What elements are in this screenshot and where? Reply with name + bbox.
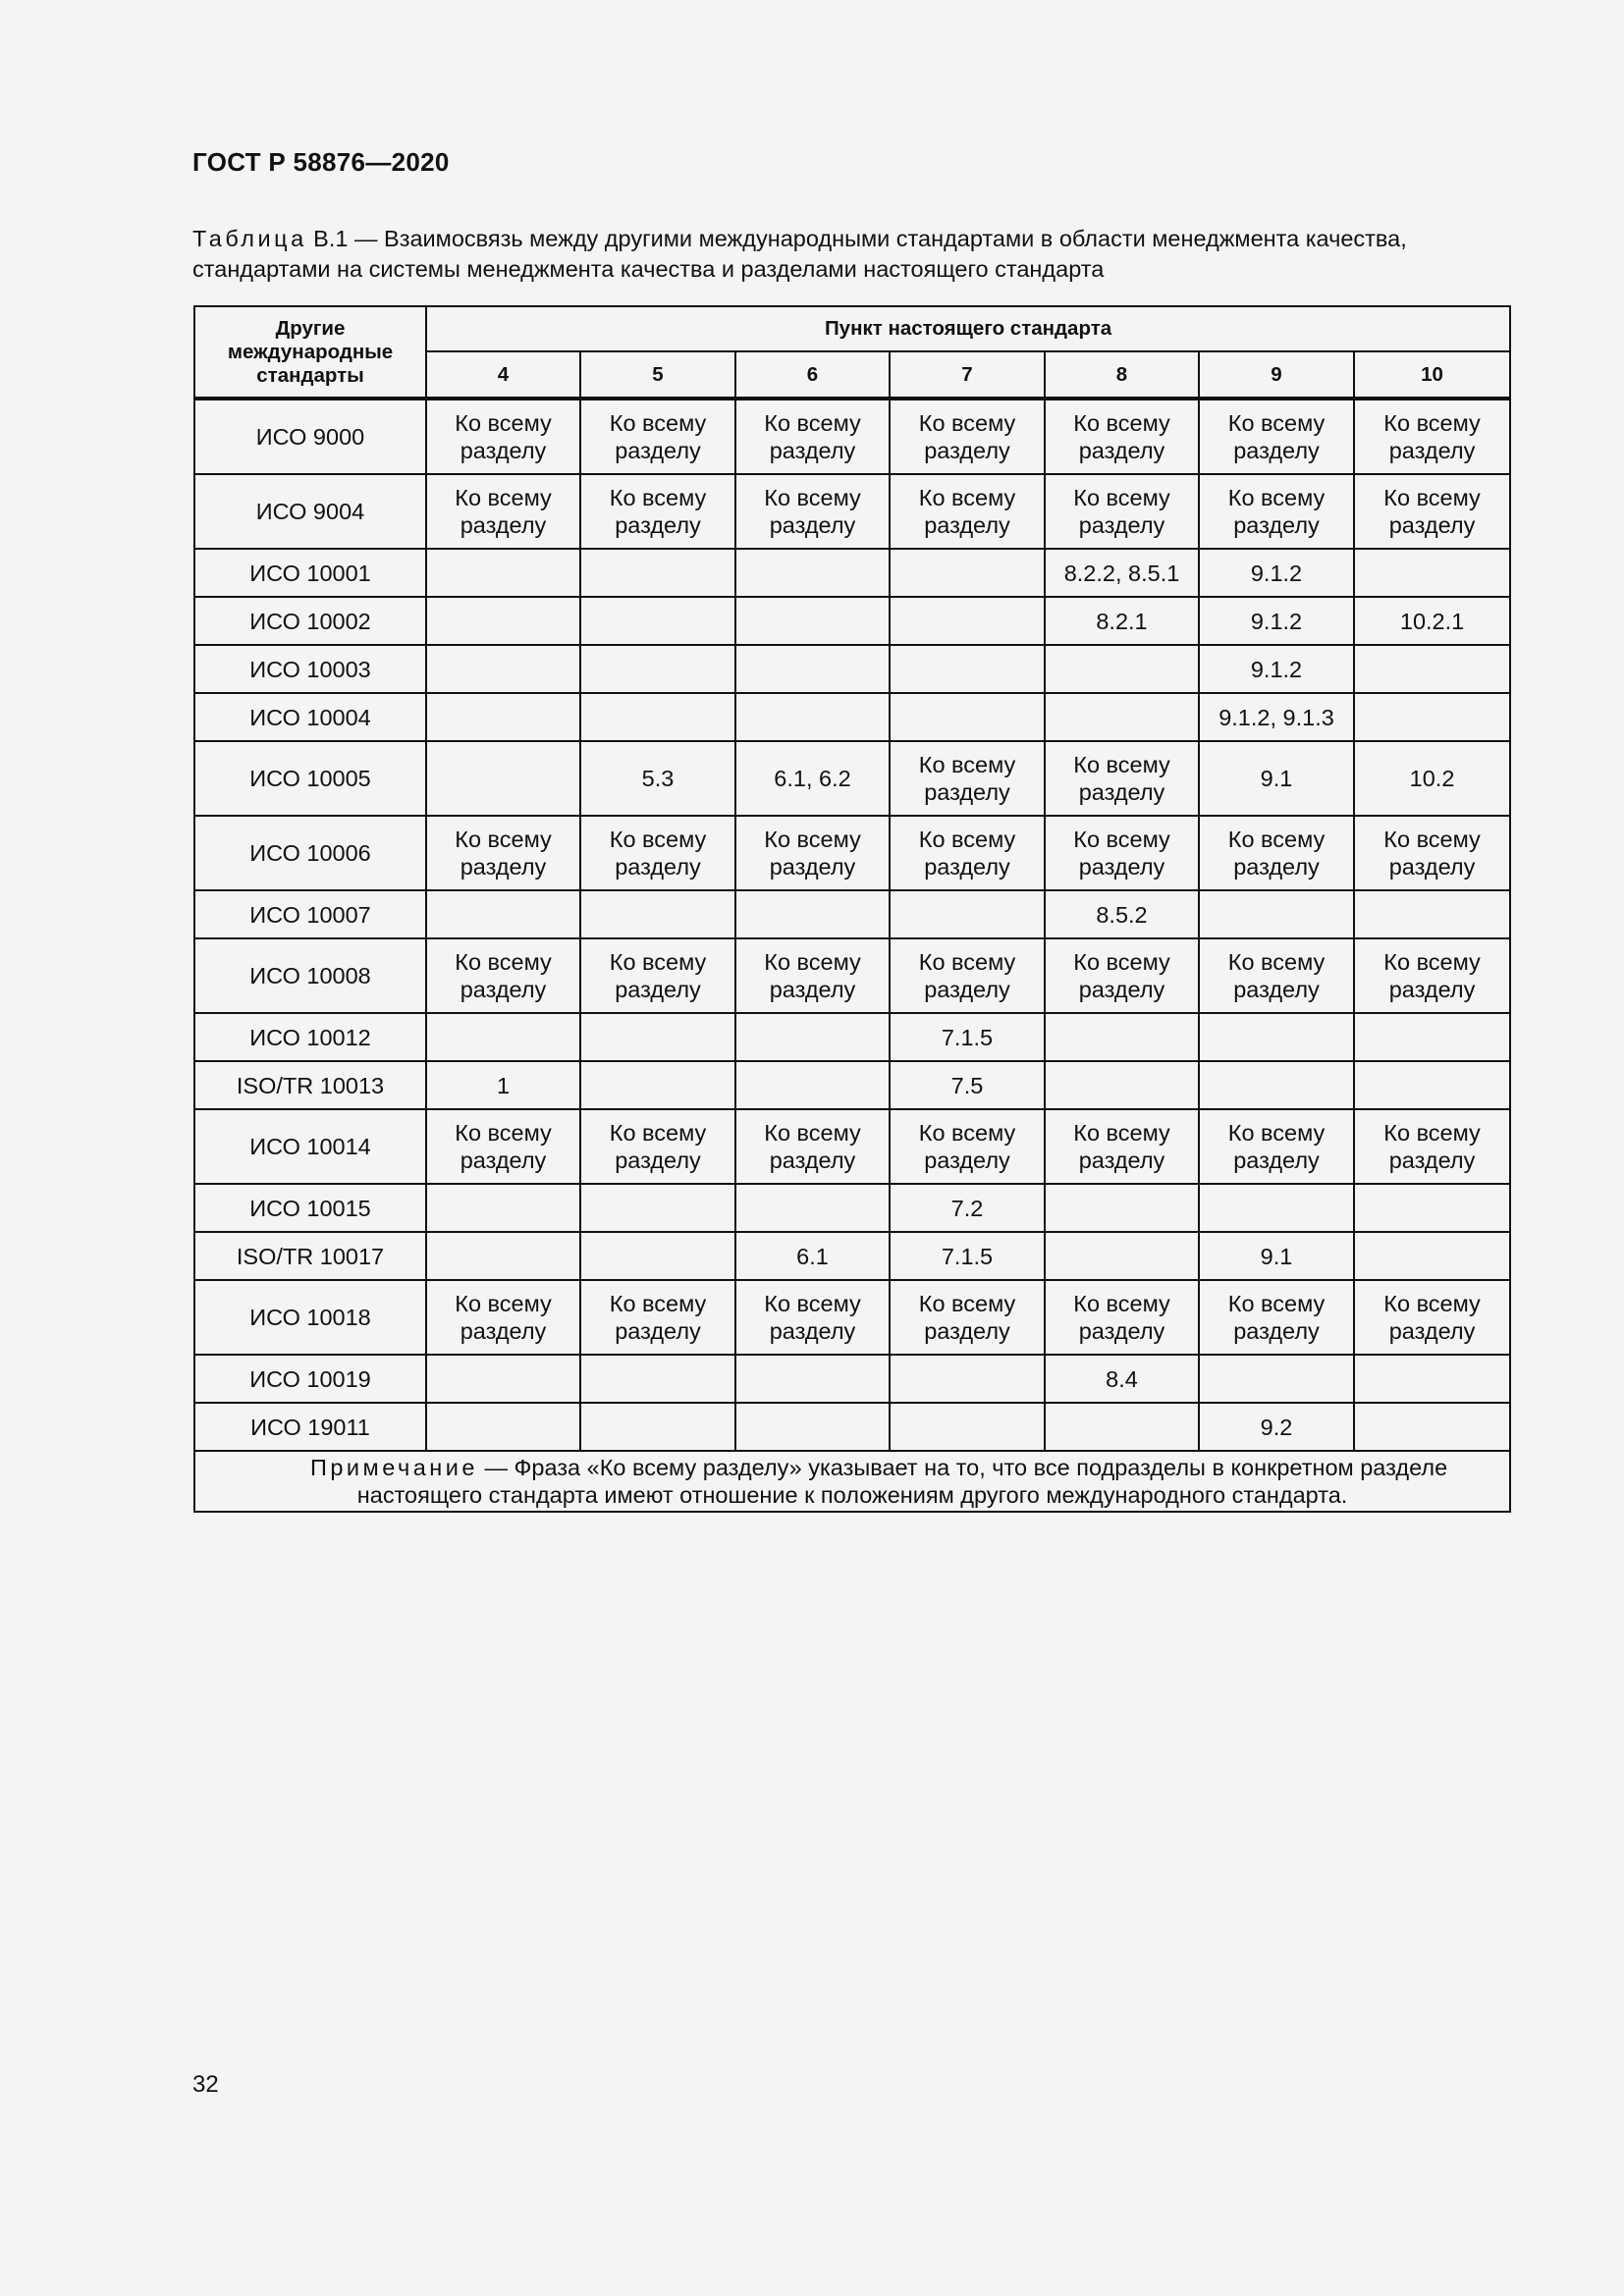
clause-cell: 9.1	[1199, 1232, 1354, 1280]
clause-cell: Ко всему разделу	[426, 1109, 580, 1184]
clause-cell: Ко всему разделу	[1354, 399, 1510, 474]
clause-cell: 8.2.1	[1045, 597, 1199, 645]
standard-cell: ISO/TR 10017	[194, 1232, 426, 1280]
clause-cell: Ко всему разделу	[1045, 938, 1199, 1013]
clause-cell	[1045, 1403, 1199, 1451]
clause-cell: Ко всему разделу	[426, 474, 580, 549]
clause-cell: Ко всему разделу	[1354, 816, 1510, 890]
clause-cell: Ко всему разделу	[890, 1109, 1045, 1184]
clause-cell: 6.1, 6.2	[735, 741, 890, 816]
clause-cell	[1045, 1061, 1199, 1109]
clause-cell: 9.1	[1199, 741, 1354, 816]
clause-cell: Ко всему разделу	[1045, 816, 1199, 890]
table-row	[194, 1232, 1510, 1280]
clause-cell: 1	[426, 1061, 580, 1109]
clause-cell	[1199, 1061, 1354, 1109]
clause-cell: 5.3	[580, 741, 735, 816]
clause-cell: 7.5	[890, 1061, 1045, 1109]
clause-cell	[1354, 1013, 1510, 1061]
table-row	[194, 597, 1510, 645]
clause-cell	[426, 1013, 580, 1061]
clause-cell	[1354, 645, 1510, 693]
clause-cell	[1045, 645, 1199, 693]
clause-cell	[1354, 1403, 1510, 1451]
clause-cell	[890, 597, 1045, 645]
standard-cell: ИСО 10015	[194, 1184, 426, 1232]
table-row	[194, 816, 1510, 890]
standard-cell: ИСО 9004	[194, 474, 426, 549]
clause-cell: 10.2.1	[1354, 597, 1510, 645]
clause-cell	[426, 1232, 580, 1280]
column-header-standards: Другие международные стандарты	[194, 306, 426, 399]
clause-cell: 9.1.2	[1199, 597, 1354, 645]
column-header-clause: 8	[1045, 351, 1199, 399]
clause-cell	[1045, 1232, 1199, 1280]
standard-cell: ИСО 10007	[194, 890, 426, 938]
clause-cell	[890, 693, 1045, 741]
clause-cell: Ко всему разделу	[1199, 1109, 1354, 1184]
clause-cell	[426, 1184, 580, 1232]
standard-cell: ИСО 10001	[194, 549, 426, 597]
clause-cell: Ко всему разделу	[1354, 474, 1510, 549]
clause-cell	[580, 645, 735, 693]
standard-cell: ИСО 10019	[194, 1355, 426, 1403]
column-header-clause: 6	[735, 351, 890, 399]
clause-cell	[580, 1403, 735, 1451]
clause-cell	[426, 645, 580, 693]
clause-cell: Ко всему разделу	[890, 938, 1045, 1013]
clause-cell	[735, 1013, 890, 1061]
clause-cell	[1354, 549, 1510, 597]
clause-cell: Ко всему разделу	[1354, 1109, 1510, 1184]
table-row	[194, 1109, 1510, 1184]
clause-cell	[890, 645, 1045, 693]
clause-cell: 10.2	[1354, 741, 1510, 816]
clause-cell	[890, 549, 1045, 597]
clause-cell	[1199, 890, 1354, 938]
clause-cell	[735, 1403, 890, 1451]
table-row	[194, 1184, 1510, 1232]
column-header-clause: 5	[580, 351, 735, 399]
table-row	[194, 741, 1510, 816]
table-row	[194, 1280, 1510, 1355]
clause-cell: 7.1.5	[890, 1013, 1045, 1061]
clause-cell: Ко всему разделу	[890, 1280, 1045, 1355]
clause-cell	[1045, 1184, 1199, 1232]
note-text: — Фраза «Ко всему разделу» указывает на то, что все подразделы в конкретном разделе настоящего стандарта имеют отношение к положениям другого международного стандарта.	[356, 1455, 1448, 1508]
clause-cell: Ко всему разделу	[580, 399, 735, 474]
clause-cell	[735, 1184, 890, 1232]
standard-cell: ISO/TR 10013	[194, 1061, 426, 1109]
clause-cell	[426, 549, 580, 597]
column-header-clause: 10	[1354, 351, 1510, 399]
clause-cell	[426, 890, 580, 938]
clause-cell: Ко всему разделу	[580, 1280, 735, 1355]
clause-cell: 9.2	[1199, 1403, 1354, 1451]
table-row	[194, 1355, 1510, 1403]
clause-cell: 8.2.2, 8.5.1	[1045, 549, 1199, 597]
clause-cell: Ко всему разделу	[1199, 938, 1354, 1013]
column-header-clause: 4	[426, 351, 580, 399]
clause-cell: Ко всему разделу	[735, 938, 890, 1013]
clause-cell: 7.2	[890, 1184, 1045, 1232]
clause-cell: Ко всему разделу	[890, 816, 1045, 890]
clause-cell	[1354, 1232, 1510, 1280]
clause-cell	[735, 549, 890, 597]
clause-cell	[1199, 1184, 1354, 1232]
clause-cell	[1354, 1355, 1510, 1403]
clause-cell: 8.5.2	[1045, 890, 1199, 938]
page-number: 32	[192, 2071, 219, 2098]
clause-cell	[1354, 1184, 1510, 1232]
table-caption	[192, 224, 1508, 285]
clause-cell	[1045, 693, 1199, 741]
clause-cell	[1045, 1013, 1199, 1061]
clause-cell	[890, 1403, 1045, 1451]
table-row	[194, 693, 1510, 741]
document-header: ГОСТ Р 58876—2020	[192, 147, 450, 177]
clause-cell: Ко всему разделу	[1045, 399, 1199, 474]
clause-cell	[580, 1013, 735, 1061]
standard-cell: ИСО 19011	[194, 1403, 426, 1451]
clause-cell	[580, 549, 735, 597]
column-group-header: Пункт настоящего стандарта	[426, 306, 1510, 351]
clause-cell	[580, 693, 735, 741]
standard-cell: ИСО 10003	[194, 645, 426, 693]
clause-cell	[1199, 1355, 1354, 1403]
standard-cell: ИСО 10014	[194, 1109, 426, 1184]
clause-cell: Ко всему разделу	[580, 816, 735, 890]
clause-cell: Ко всему разделу	[1354, 1280, 1510, 1355]
clause-cell: Ко всему разделу	[1199, 1280, 1354, 1355]
table-row	[194, 1061, 1510, 1109]
clause-cell	[890, 1355, 1045, 1403]
clause-cell	[1354, 1061, 1510, 1109]
clause-cell: Ко всему разделу	[1045, 1280, 1199, 1355]
table-row	[194, 1403, 1510, 1451]
clause-cell: Ко всему разделу	[580, 474, 735, 549]
clause-cell: 9.1.2, 9.1.3	[1199, 693, 1354, 741]
clause-cell: Ко всему разделу	[735, 474, 890, 549]
note-label: Примечание	[309, 1455, 478, 1480]
table-row	[194, 645, 1510, 693]
standard-cell: ИСО 10002	[194, 597, 426, 645]
column-header-clause: 9	[1199, 351, 1354, 399]
column-header-clause: 7	[890, 351, 1045, 399]
clause-cell: Ко всему разделу	[890, 474, 1045, 549]
clause-cell	[735, 890, 890, 938]
clause-cell: Ко всему разделу	[735, 399, 890, 474]
clause-cell	[1354, 890, 1510, 938]
standard-cell: ИСО 10008	[194, 938, 426, 1013]
clause-cell	[890, 890, 1045, 938]
clause-cell: Ко всему разделу	[735, 1280, 890, 1355]
clause-cell: Ко всему разделу	[580, 1109, 735, 1184]
standard-cell: ИСО 10005	[194, 741, 426, 816]
table-row	[194, 890, 1510, 938]
clause-cell	[1354, 693, 1510, 741]
clause-cell: Ко всему разделу	[890, 741, 1045, 816]
clause-cell: 6.1	[735, 1232, 890, 1280]
standard-cell: ИСО 10012	[194, 1013, 426, 1061]
clause-cell	[735, 693, 890, 741]
clause-cell	[580, 1184, 735, 1232]
table-row	[194, 938, 1510, 1013]
clause-cell	[580, 890, 735, 938]
table-row	[194, 1013, 1510, 1061]
clause-cell: 9.1.2	[1199, 549, 1354, 597]
clause-cell: 7.1.5	[890, 1232, 1045, 1280]
clause-cell: Ко всему разделу	[426, 1280, 580, 1355]
clause-cell: 8.4	[1045, 1355, 1199, 1403]
correlation-table	[193, 305, 1511, 1513]
clause-cell	[580, 1232, 735, 1280]
clause-cell: Ко всему разделу	[1045, 741, 1199, 816]
clause-cell	[580, 1061, 735, 1109]
clause-cell: Ко всему разделу	[1045, 474, 1199, 549]
clause-cell: Ко всему разделу	[735, 1109, 890, 1184]
table-note	[194, 1451, 1510, 1512]
clause-cell: Ко всему разделу	[1199, 474, 1354, 549]
clause-cell: 9.1.2	[1199, 645, 1354, 693]
table-row	[194, 474, 1510, 549]
clause-cell: Ко всему разделу	[426, 399, 580, 474]
clause-cell	[735, 645, 890, 693]
clause-cell	[1199, 1013, 1354, 1061]
table-row	[194, 399, 1510, 474]
clause-cell: Ко всему разделу	[1199, 399, 1354, 474]
clause-cell	[735, 1355, 890, 1403]
clause-cell: Ко всему разделу	[735, 816, 890, 890]
standard-cell: ИСО 9000	[194, 399, 426, 474]
clause-cell	[580, 597, 735, 645]
clause-cell: Ко всему разделу	[1354, 938, 1510, 1013]
clause-cell: Ко всему разделу	[1045, 1109, 1199, 1184]
clause-cell: Ко всему разделу	[890, 399, 1045, 474]
standard-cell: ИСО 10006	[194, 816, 426, 890]
clause-cell	[735, 1061, 890, 1109]
clause-cell	[426, 1355, 580, 1403]
clause-cell: Ко всему разделу	[580, 938, 735, 1013]
clause-cell	[580, 1355, 735, 1403]
standard-cell: ИСО 10004	[194, 693, 426, 741]
clause-cell: Ко всему разделу	[426, 816, 580, 890]
table-body	[194, 399, 1510, 1451]
clause-cell	[426, 741, 580, 816]
clause-cell: Ко всему разделу	[1199, 816, 1354, 890]
clause-cell	[735, 597, 890, 645]
caption-label: Таблица	[192, 226, 307, 251]
caption-text: В.1 — Взаимосвязь между другими международными стандартами в области менеджмента качества, стандартами на системы менеджмента качества и разделами настоящего стандарта	[192, 226, 1407, 282]
standard-cell: ИСО 10018	[194, 1280, 426, 1355]
clause-cell	[426, 597, 580, 645]
clause-cell	[426, 1403, 580, 1451]
clause-cell: Ко всему разделу	[426, 938, 580, 1013]
table-row	[194, 549, 1510, 597]
clause-cell	[426, 693, 580, 741]
